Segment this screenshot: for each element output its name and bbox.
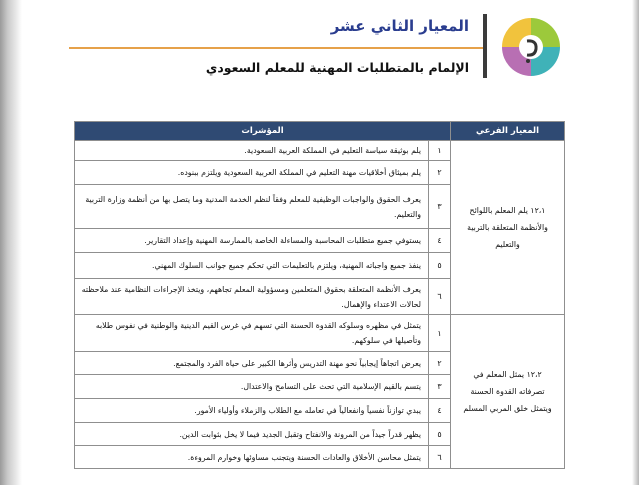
indicator-text: يبدي توازناً نفسياً وانفعالياً في تعامله مع الطلاب والزملاء وأولياء الأمور. (75, 399, 429, 423)
row-number: ٦ (429, 446, 451, 469)
header-divider (483, 14, 487, 78)
column-header-sub-standard: المعيار الفرعي (451, 122, 565, 141)
indicator-text: يتمثل في مظهره وسلوكه القدوة الحسنة التي تسهم في غرس القيم الدينية والوطنية في نفوس طلابه وتأصيلها في سلوكهم. (75, 315, 429, 352)
row-number: ٣ (429, 375, 451, 399)
table-row (75, 315, 565, 352)
row-number: ٥ (429, 423, 451, 446)
orange-rule (69, 47, 483, 49)
row-number: ١ (429, 315, 451, 352)
indicator-text: يتسم بالقيم الإسلامية التي تحث على التسامح والاعتدال. (75, 375, 429, 399)
indicator-text: يلم بوثيقة سياسة التعليم في المملكة العربية السعودية. (75, 141, 429, 161)
indicator-text: يعرف الأنظمة المتعلقة بحقوق المتعلمين ومسؤولية المعلم تجاههم، ويتخذ الإجراءات النظامية عند ملاحظته لحالات الاعتداء والإهمال. (75, 279, 429, 315)
indicator-text: يعرف الحقوق والواجبات الوظيفية للمعلم وفقاً لنظم الخدمة المدنية وما يتصل بها من أنظمة وزارة التربية والتعليم. (75, 185, 429, 229)
indicator-text: يستوفي جميع متطلبات المحاسبة والمساءلة الخاصة بالممارسة المهنية وإعداد التقارير. (75, 229, 429, 253)
logo-icon (497, 14, 565, 80)
page-shadow-left (0, 0, 22, 485)
indicator-text: يعرض اتجاهاً إيجابياً نحو مهنة التدريس وأثرها الكبير على حياة الفرد والمجتمع. (75, 352, 429, 375)
row-number: ٦ (429, 279, 451, 315)
indicator-text: ينفذ جميع واجباته المهنية، ويلتزم بالتعليمات التي تحكم جميع جوانب السلوك المهني. (75, 253, 429, 279)
row-number: ٢ (429, 352, 451, 375)
row-number: ٤ (429, 399, 451, 423)
standard-subtitle: الإلمام بالمتطلبات المهنية للمعلم السعودي (205, 60, 469, 75)
sub-standard-cell: ١٢،١ يلم المعلم باللوائح والأنظمة المتعلقة بالتربية والتعليم (451, 141, 565, 315)
row-number: ٤ (429, 229, 451, 253)
indicator-text: يلم بميثاق أخلاقيات مهنة التعليم في المملكة العربية السعودية ويلتزم ببنوده. (75, 161, 429, 185)
row-number: ١ (429, 141, 451, 161)
row-number: ٥ (429, 253, 451, 279)
standard-title: المعيار الثاني عشر (330, 17, 469, 35)
row-number: ٣ (429, 185, 451, 229)
table-row (75, 141, 565, 161)
indicator-text: يتمثل محاسن الأخلاق والعادات الحسنة ويتجنب مساوئها وخوارم المروءة. (75, 446, 429, 469)
sub-standard-cell: ١٢،٢ يمثل المعلم في تصرفاته القدوة الحسنة ويتمثل خلق المربي المسلم (451, 315, 565, 469)
indicator-text: يظهر قدراً جيداً من المرونة والانفتاح وتقبل الجديد فيما لا يخل بثوابت الدين. (75, 423, 429, 446)
row-number: ٢ (429, 161, 451, 185)
column-header-indicators: المؤشرات (75, 122, 451, 141)
indicators-table (74, 121, 565, 469)
page-shadow-right (632, 0, 639, 485)
